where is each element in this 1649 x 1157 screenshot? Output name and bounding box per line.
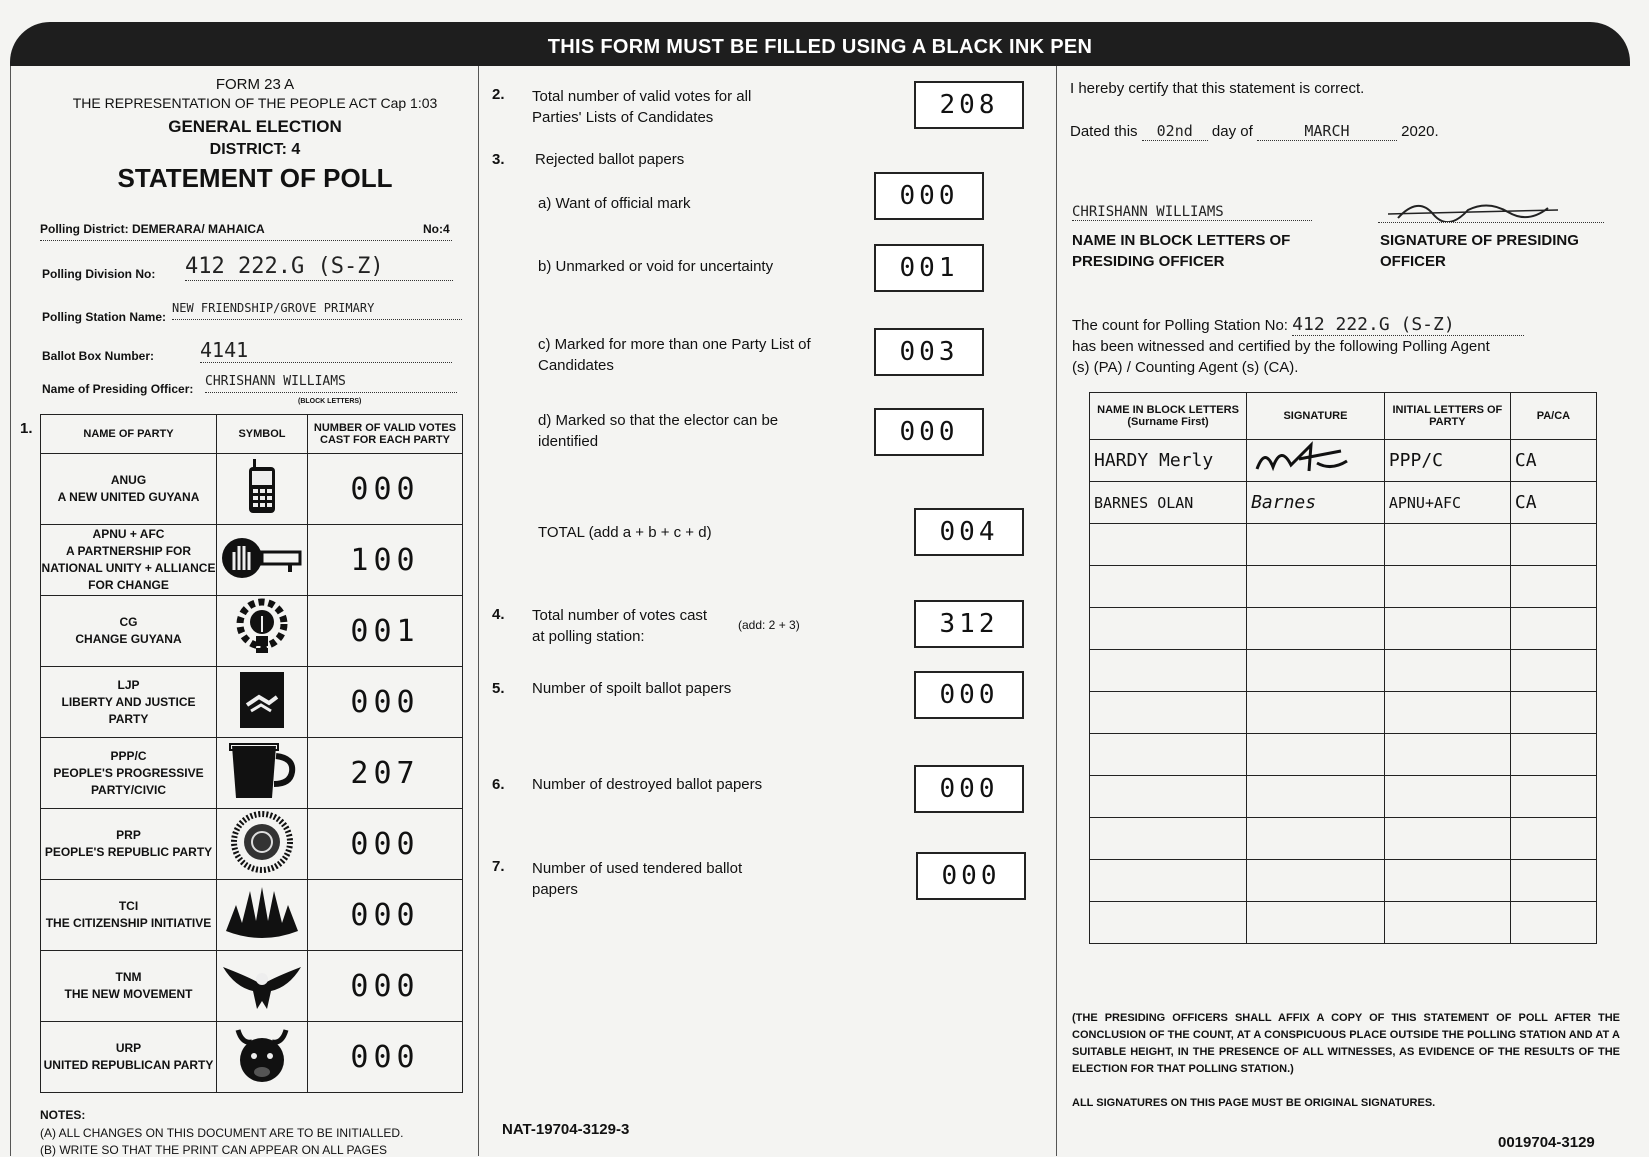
page-title: STATEMENT OF POLL — [117, 163, 393, 193]
empty-cell[interactable] — [1247, 566, 1385, 608]
signature-caption: SIGNATURE OF PRESIDING OFFICER — [1380, 232, 1579, 270]
header-agent-type: PA/CA — [1510, 393, 1596, 440]
party-full-name: PEOPLE'S REPUBLIC PARTY — [44, 845, 213, 859]
cup-icon — [217, 738, 308, 809]
party-abbr: ANUG — [110, 473, 147, 487]
party-votes-cell[interactable]: 000 — [308, 454, 463, 525]
presiding-officer-name[interactable]: CHRISHANN WILLIAMS — [1072, 204, 1312, 221]
sunburst-icon — [217, 809, 308, 880]
form-number: FORM 23 A — [215, 76, 295, 93]
spoilt-label: Number of spoilt ballot papers — [532, 680, 732, 697]
party-votes-cell[interactable]: 207 — [308, 738, 463, 809]
table-row — [41, 525, 463, 596]
note-b: (B) WRITE SO THAT THE PRINT CAN APPEAR ON ALL PAGES — [40, 1143, 387, 1157]
table-row — [1090, 692, 1597, 734]
form-serial-middle: NAT-19704-3129-3 — [502, 1121, 630, 1138]
header-symbol: SYMBOL — [217, 415, 308, 454]
empty-cell[interactable] — [1384, 650, 1510, 692]
empty-cell[interactable] — [1510, 650, 1596, 692]
table-row — [1090, 818, 1597, 860]
table-row — [41, 880, 463, 951]
spoilt-box[interactable]: 000 — [914, 671, 1024, 719]
polling-division-value[interactable]: 412 222.G (S-Z) — [185, 254, 453, 281]
empty-cell[interactable] — [1384, 860, 1510, 902]
column-divider-right — [1056, 66, 1057, 1156]
multiple-marks-label: c) Marked for more than one Party List of Candidates — [538, 336, 811, 374]
empty-cell[interactable] — [1384, 902, 1510, 944]
item-number-6: 6. — [492, 776, 505, 793]
signature-scribble-icon — [1251, 441, 1361, 475]
polling-station-value[interactable]: NEW FRIENDSHIP/GROVE PRIMARY — [172, 301, 462, 320]
dated-line — [1070, 122, 1439, 141]
empty-cell[interactable] — [1247, 734, 1385, 776]
header-agent-party: INITIAL LETTERS OF PARTY — [1384, 393, 1510, 440]
presiding-officer-label: Name of Presiding Officer: — [42, 382, 194, 396]
empty-cell[interactable] — [1510, 860, 1596, 902]
total-cast-box[interactable]: 312 — [914, 600, 1024, 648]
empty-cell[interactable] — [1384, 692, 1510, 734]
party-name-cell — [41, 809, 217, 880]
multiple-marks-box[interactable]: 003 — [874, 328, 984, 376]
party-votes-cell[interactable]: 001 — [308, 596, 463, 667]
empty-cell[interactable] — [1247, 860, 1385, 902]
empty-cell[interactable] — [1384, 776, 1510, 818]
tendered-box[interactable]: 000 — [916, 852, 1026, 900]
empty-cell[interactable] — [1510, 692, 1596, 734]
empty-cell[interactable] — [1090, 860, 1247, 902]
column-divider-left — [478, 66, 479, 1156]
party-full-name: A NEW UNITED GUYANA — [57, 490, 200, 504]
empty-cell[interactable] — [1090, 566, 1247, 608]
table-row — [1090, 734, 1597, 776]
table-row — [41, 1022, 463, 1093]
table-row — [1090, 650, 1597, 692]
empty-cell[interactable] — [1090, 776, 1247, 818]
notes-title: NOTES: — [40, 1108, 86, 1122]
agent-party-cell[interactable]: PPP/C — [1384, 440, 1510, 482]
empty-cell[interactable] — [1247, 608, 1385, 650]
empty-cell[interactable] — [1510, 608, 1596, 650]
header-agent-name: NAME IN BLOCK LETTERS (Surname First) — [1090, 393, 1247, 440]
signature-scribble-icon — [1378, 196, 1578, 222]
agent-party-cell[interactable]: APNU+AFC — [1384, 482, 1510, 524]
party-name-cell — [41, 525, 217, 596]
party-votes-cell[interactable]: 000 — [308, 667, 463, 738]
party-votes-cell[interactable]: 100 — [308, 525, 463, 596]
table-row — [1090, 860, 1597, 902]
year-label: 2020. — [1401, 123, 1439, 140]
header-votes: NUMBER OF VALID VOTES CAST FOR EACH PARTY — [308, 415, 463, 454]
table-row — [1090, 482, 1597, 524]
empty-cell[interactable] — [1090, 734, 1247, 776]
count-label: The count for Polling Station No: — [1072, 317, 1288, 334]
polling-division-label: Polling Division No: — [42, 267, 156, 281]
agent-signature-cell[interactable]: Barnes — [1247, 482, 1385, 524]
total-cast-hint: (add: 2 + 3) — [738, 618, 800, 632]
destroyed-label: Number of destroyed ballot papers — [532, 776, 763, 793]
valid-votes-label: Total number of valid votes for all Parties' Lists of Candidates — [532, 88, 752, 126]
original-signatures-note: ALL SIGNATURES ON THIS PAGE MUST BE ORIGINAL SIGNATURES. — [1072, 1097, 1436, 1109]
rejected-total-label: TOTAL (add a + b + c + d) — [538, 524, 712, 541]
table-row — [1090, 902, 1597, 944]
party-full-name: UNITED REPUBLICAN PARTY — [43, 1058, 214, 1072]
party-table-header — [41, 415, 463, 454]
valid-votes-box[interactable]: 208 — [914, 81, 1024, 129]
hand-key-icon — [217, 525, 308, 596]
empty-cell[interactable] — [1247, 776, 1385, 818]
empty-cell[interactable] — [1090, 650, 1247, 692]
count-station-value[interactable]: 412 222.G (S-Z) — [1292, 314, 1524, 336]
party-name-cell — [41, 1022, 217, 1093]
party-abbr: TCI — [118, 899, 139, 913]
election-title: GENERAL ELECTION — [168, 117, 342, 136]
table-row — [1090, 566, 1597, 608]
empty-cell[interactable] — [1090, 692, 1247, 734]
want-of-mark-label: a) Want of official mark — [538, 195, 691, 212]
table-row — [41, 596, 463, 667]
lightbulb-gear-icon — [217, 596, 308, 667]
agent-name-cell[interactable]: HARDY Merly — [1090, 440, 1247, 482]
day-of-label: day of — [1211, 123, 1253, 140]
month-value[interactable]: MARCH — [1257, 122, 1397, 141]
table-row — [41, 454, 463, 525]
rejected-label: Rejected ballot papers — [535, 151, 685, 168]
header-agent-signature: SIGNATURE — [1247, 393, 1385, 440]
witness-text: has been witnessed and certified by the following Polling Agent (s) (PA) / Counting Agent (s) (CA). — [1072, 338, 1490, 376]
item-number-4: 4. — [492, 606, 505, 623]
handshake-icon — [217, 667, 308, 738]
item-number-5: 5. — [492, 680, 505, 697]
unmarked-label: b) Unmarked or void for uncertainty — [538, 258, 774, 275]
page-border-left — [10, 66, 11, 1156]
empty-cell[interactable] — [1247, 818, 1385, 860]
act-title: THE REPRESENTATION OF THE PEOPLE ACT Cap 1:03 — [72, 95, 438, 111]
table-row — [41, 738, 463, 809]
party-votes-table — [40, 414, 463, 1093]
name-caption: NAME IN BLOCK LETTERS OF PRESIDING OFFICER — [1072, 232, 1291, 270]
party-name-cell — [41, 454, 217, 525]
agents-table — [1089, 392, 1597, 944]
presiding-officer-value[interactable]: CHRISHANN WILLIAMS — [205, 374, 457, 393]
ballot-box-label: Ballot Box Number: — [42, 349, 155, 363]
count-line — [1072, 314, 1524, 336]
party-name-cell — [41, 738, 217, 809]
dated-this-label: Dated this — [1070, 123, 1138, 140]
party-full-name: A PARTNERSHIP FOR NATIONAL UNITY + ALLIANCE FOR CHANGE — [41, 544, 216, 592]
unmarked-box[interactable]: 001 — [874, 244, 984, 292]
party-full-name: CHANGE GUYANA — [75, 632, 182, 646]
party-abbr: LJP — [117, 677, 140, 692]
party-full-name: PEOPLE'S PROGRESSIVE PARTY/CIVIC — [53, 765, 204, 797]
party-abbr: PPP/C — [110, 748, 147, 763]
party-abbr: TNM — [115, 970, 142, 984]
cellphone-icon — [217, 454, 308, 525]
total-cast-label: Total number of votes cast at polling station: — [532, 607, 708, 645]
rejected-total-box[interactable]: 004 — [914, 508, 1024, 556]
empty-cell[interactable] — [1384, 566, 1510, 608]
party-name-cell — [41, 880, 217, 951]
destroyed-box[interactable]: 000 — [914, 765, 1024, 813]
empty-cell[interactable] — [1384, 524, 1510, 566]
presiding-officer-signature[interactable] — [1378, 196, 1604, 223]
empty-cell[interactable] — [1384, 734, 1510, 776]
table-row — [1090, 608, 1597, 650]
party-abbr: URP — [115, 1041, 142, 1055]
district-title: DISTRICT: 4 — [209, 141, 301, 158]
block-letters-note: (BLOCK LETTERS) — [298, 398, 362, 405]
item-number-2: 2. — [492, 86, 505, 103]
party-full-name: THE CITIZENSHIP INITIATIVE — [45, 916, 212, 930]
dotted-line — [40, 240, 452, 241]
party-abbr: PRP — [116, 828, 141, 842]
party-full-name: LIBERTY AND JUSTICE PARTY — [61, 694, 196, 726]
empty-cell[interactable] — [1090, 608, 1247, 650]
empty-cell[interactable] — [1247, 650, 1385, 692]
bull-icon — [217, 1022, 308, 1093]
item-number-3: 3. — [492, 151, 505, 168]
polling-station-label: Polling Station Name: — [42, 310, 167, 324]
empty-cell[interactable] — [1510, 566, 1596, 608]
table-row — [41, 951, 463, 1022]
empty-cell[interactable] — [1510, 818, 1596, 860]
agent-name-cell[interactable]: BARNES OLAN — [1090, 482, 1247, 524]
party-votes-cell[interactable]: 000 — [308, 1022, 463, 1093]
posting-instructions: (THE PRESIDING OFFICERS SHALL AFFIX A COPY OF THIS STATEMENT OF POLL AFTER THE CONCLUSION OF THE COUNT, AT A CONSPICUOUS PLACE OUTSIDE THE POLLING STATION AND AT A SUITABLE HEIGHT, IN THE PRESENCE OF ALL WITNESSES, AS EVIDENCE OF THE RESULTS OF THE ELECTION FOR THAT POLLING STATION.) — [1072, 1012, 1620, 1075]
party-votes-cell[interactable]: 000 — [308, 951, 463, 1022]
empty-cell[interactable] — [1510, 734, 1596, 776]
identified-label: d) Marked so that the elector can be identified — [538, 412, 779, 450]
certify-text: I hereby certify that this statement is correct. — [1070, 80, 1365, 97]
agent-type-cell[interactable]: CA — [1510, 482, 1596, 524]
party-full-name: THE NEW MOVEMENT — [64, 987, 193, 1001]
table-row — [1090, 440, 1597, 482]
table-row — [41, 667, 463, 738]
empty-cell[interactable] — [1384, 818, 1510, 860]
district-no-label: No:4 — [423, 222, 450, 236]
empty-cell[interactable] — [1384, 608, 1510, 650]
empty-cell[interactable] — [1247, 524, 1385, 566]
ballot-box-value[interactable]: 4141 — [200, 338, 452, 363]
agents-table-header — [1090, 393, 1597, 440]
header-party-name: NAME OF PARTY — [41, 415, 217, 454]
agent-signature-cell[interactable] — [1247, 440, 1385, 482]
agent-type-cell[interactable]: CA — [1510, 440, 1596, 482]
note-a: (A) ALL CHANGES ON THIS DOCUMENT ARE TO BE INITIALLED. — [40, 1126, 404, 1140]
party-name-cell — [41, 951, 217, 1022]
tendered-label: Number of used tendered ballot papers — [532, 860, 743, 898]
party-name-cell — [41, 667, 217, 738]
form-header — [40, 76, 470, 194]
leaves-icon — [217, 880, 308, 951]
polling-district-label: Polling District: DEMERARA/ MAHAICA — [40, 222, 265, 236]
party-abbr: APNU + AFC — [92, 527, 165, 541]
empty-cell[interactable] — [1090, 818, 1247, 860]
table-row — [41, 809, 463, 880]
empty-cell[interactable] — [1510, 902, 1596, 944]
want-of-mark-box[interactable]: 000 — [874, 172, 984, 220]
identified-box[interactable]: 000 — [874, 408, 984, 456]
party-votes-cell[interactable]: 000 — [308, 880, 463, 951]
party-abbr: CG — [119, 615, 138, 629]
table-row — [1090, 524, 1597, 566]
item-number-7: 7. — [492, 858, 505, 875]
empty-cell[interactable] — [1090, 524, 1247, 566]
form-banner: THIS FORM MUST BE FILLED USING A BLACK INK PEN — [10, 22, 1630, 66]
form-serial-right: 0019704-3129 — [1498, 1134, 1595, 1151]
section-number-1: 1. — [20, 420, 33, 437]
empty-cell[interactable] — [1090, 902, 1247, 944]
party-votes-cell[interactable]: 000 — [308, 809, 463, 880]
empty-cell[interactable] — [1510, 776, 1596, 818]
empty-cell[interactable] — [1247, 902, 1385, 944]
empty-cell[interactable] — [1247, 692, 1385, 734]
party-name-cell — [41, 596, 217, 667]
empty-cell[interactable] — [1510, 524, 1596, 566]
table-row — [1090, 776, 1597, 818]
eagle-icon — [217, 951, 308, 1022]
day-value[interactable]: 02nd — [1142, 122, 1208, 141]
